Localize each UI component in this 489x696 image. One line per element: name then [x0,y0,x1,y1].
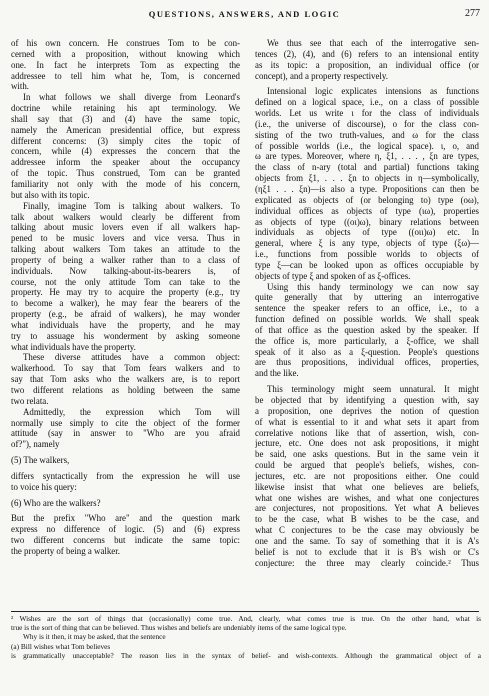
text-line: (i.e., the universe of discourse), o for the class con- [255,118,479,129]
text-line: could be argued that people's beliefs, wishes, con- [255,460,479,471]
text-line: walkerhood. To say that Tom fears walkers and to [11,363,240,374]
text-line: talking about walkers Tom takes an attitude to the [11,244,240,255]
text-line: We thus see that each of the interrogative sen- [267,38,479,48]
text-line: of?"), namely [11,439,60,450]
text-line: say that Tom asks who the walkers are, is to report [11,374,240,385]
text-line: namely the American presidential office, but express [11,124,240,135]
footnote-line: is grammatically unacceptable? The reason lies in the syntax of belief- and wish-contexts. Although the grammatical object of a [11,650,481,660]
text-line: of possible worlds (i.e., the logical space). ι, o, and [255,140,479,151]
text-line: be objected that by identifying a question with, say [255,395,479,405]
text-line: of the topic. Thus construed, Tom can be granted [11,168,240,179]
footnote-line: true is the sort of thing that can be believed. Thus wishes and beliefs are undeniably items of the same logical type. [11,623,347,633]
text-line: i.e., functions from possible worlds to objects of [255,249,479,260]
left-column [11,38,240,557]
text-line: individuals as objects of type ((oιι)ω) etc. In [255,227,479,238]
text-line: talk about walkers would clearly be different from [11,211,240,222]
text-line: are conjectures, not propositions. Yet what A believes [255,503,479,514]
text-line: Finally, imagine Tom is talking about walkers. To [23,200,240,211]
text-line: different concerns: (3) simply cites the topic of [11,135,240,146]
text-line: are thus propositions, individual offices, properties, [255,357,479,368]
text-line: belief is not to exclude that it is B's wish or C's [255,546,479,557]
text-line: This terminology might seem unnatural. It might [267,384,479,395]
footnote-rule [11,611,479,612]
text-line: objects from ξ1, . . . ξn to objects in η—symbolically, [255,173,479,184]
text-line: normally use simply to cite the object of the former [11,417,240,428]
text-line: what individuals have the property, and he may [11,319,240,330]
text-line: type ξ—can be looked upon as offices occupiable by [255,259,479,270]
footnote-line: Why is it then, it may be asked, that the sentence [23,632,166,642]
text-line: Using this handy terminology we can now say [267,281,479,292]
text-line: conjecture: the three may clearly coincide.² Thus [255,557,479,568]
text-line: addressee to tell him what he, Tom, is concerned [11,70,240,81]
text-line: two relata. [11,395,49,406]
text-line: what one wishes are wishes, and what one conjectures [255,492,479,503]
text-line: jectures, etc. are not propositions either. One could [255,470,479,481]
text-line: differs syntactically from the expression he will use [11,470,240,481]
text-line: of his own concern. He construes Tom to be con- [11,38,240,48]
text-line: tences (2), (4), and (6) refers to an intensional entity [255,48,479,59]
text-line: the class of n-ary (total and partial) functions taking [255,162,479,173]
right-column [255,38,479,569]
text-line: the property of being a walker. [11,545,120,556]
text-line: But the prefix "Who are" and the question mark [11,513,240,524]
text-line: with. [11,81,29,92]
text-line: two different relations as holding between the same [11,385,240,395]
text-line: be said, one asks questions. But in the same vein it [255,449,479,460]
text-line: correlative notions like that of assertion, wish, con- [255,427,479,438]
text-line: a proposition, one deprives the notion of question [255,405,479,416]
text-line: try to assuage his wonderment by asking someone [11,330,240,341]
text-line: (6) Who are the walkers? [11,497,101,508]
text-line: defined on a logical space, i.e., on a class of possible [255,97,479,108]
text-line: and the like. [255,368,299,379]
text-line: talking about music lovers even if all walkers hap- [11,222,240,233]
text-line: doctrine while retaining his apt terminology. We [11,103,240,114]
text-line: addressee inform the speaker about the occupancy [11,157,240,168]
text-line: cerned with a proposition, without knowing which [11,48,240,59]
footnotes [11,614,481,660]
text-line: worlds. Let us write ι for the class of individuals [255,108,479,119]
text-line: one. In fact he interprets Tom as expecting the [11,59,240,70]
text-line: familiarity not only with the mode of his concern, [11,178,240,189]
text-line: function defined on possible worlds. We shall speak [255,314,479,325]
text-line: sisting of the two truth-values, and ω for the class [255,129,479,140]
footnote-line: ² Wishes are the sort of things that (occasionally) come true. And, clearly, what comes true is true. On the other hand, what is [11,614,481,623]
text-line: Intensional logic explicates intensions as functions [267,86,479,97]
text-line: explicated as objects of (or belonging to) type (oω), [255,194,479,205]
text-line: speak of it also as a ξ-question. People's questions [255,346,479,357]
text-line: In what follows we shall diverge from Leonard's [23,92,240,103]
text-line: the office is, more particularly, a ξ-office, we shall [255,335,479,346]
text-line: individuals. Now talking-about-its-bearers is, of [11,265,240,276]
text-line: ω are types. Moreover, where η, ξ1, . . . , ξn are types, [255,151,479,162]
text-line: of what is essential to it and what sets it apart from [255,416,479,427]
text-line: likewise insist that what one believes are beliefs, [255,481,479,492]
text-line: concern, while (4) expresses the concern that the [11,146,240,157]
text-line: but also with its topic. [11,189,90,200]
text-line: (ηξ1 . . . ξn)—is also a type. Propositions can then be [255,183,479,194]
text-line: as its topic: a proposition, an individual office (or [255,59,479,70]
text-line: two different concerns but indicate the same topic: [11,535,240,546]
running-head: QUESTIONS, ANSWERS, AND LOGIC [148,9,341,19]
text-line: course, not the only attitude Tom can take to the [11,276,240,287]
page-header [0,8,489,24]
text-line: shall say that (3) and (4) have the same topic, [11,113,240,124]
text-line: attitude (say in answer to "Who are you afraid [11,428,240,439]
text-line: property of being a walker rather than to a class of [11,254,240,265]
text-line: of that office as the question asked by the speaker. If [255,324,479,335]
text-line: sentence the speaker refers to an office, i.e., to a [255,303,479,314]
text-line: quite generally that by uttering an interrogative [255,292,479,303]
text-line: what C conjectures to be the case may obviously be [255,525,479,536]
text-line: one and the same. To say of something that it is A's [255,535,479,546]
text-line: Admittedly, the expression which Tom will [23,406,240,417]
text-line: These diverse attitudes have a common object: [23,352,240,363]
text-line: individual offices as objects of type (ιω), properties [255,205,479,216]
text-line: (5) The walkers, [11,455,70,466]
text-line: concept), and a property respectively. [255,70,388,81]
text-line: pened to be music lovers and vice versa. Thus in [11,233,240,244]
text-line: what individuals have the property. [11,341,136,352]
text-line: to voice his query: [11,481,77,492]
text-line: general, where ξ is any type, objects of type (ξω)— [255,238,479,249]
text-line: property (e.g., be afraid of walkers), he may wonder [11,309,240,320]
text-line: objects of type ξ and spoken of as ξ-offices. [255,270,411,281]
text-line: to become a walker), he may fear the bearers of the [11,298,240,309]
footnote-line: (a) Bill wishes what Tom believes [11,641,111,651]
text-line: property. He may try to acquire the property (e.g., try [11,287,240,298]
page-number: 277 [465,8,480,19]
text-line: jecture, etc. One does not ask propositions, it might [255,438,479,449]
text-line: as objects of type ((oι)ω), binary relations between [255,216,479,227]
text-line: to be the case, what B wishes to be the case, and [255,514,479,525]
text-line: express no difference of logic. (5) and (6) express [11,524,240,535]
